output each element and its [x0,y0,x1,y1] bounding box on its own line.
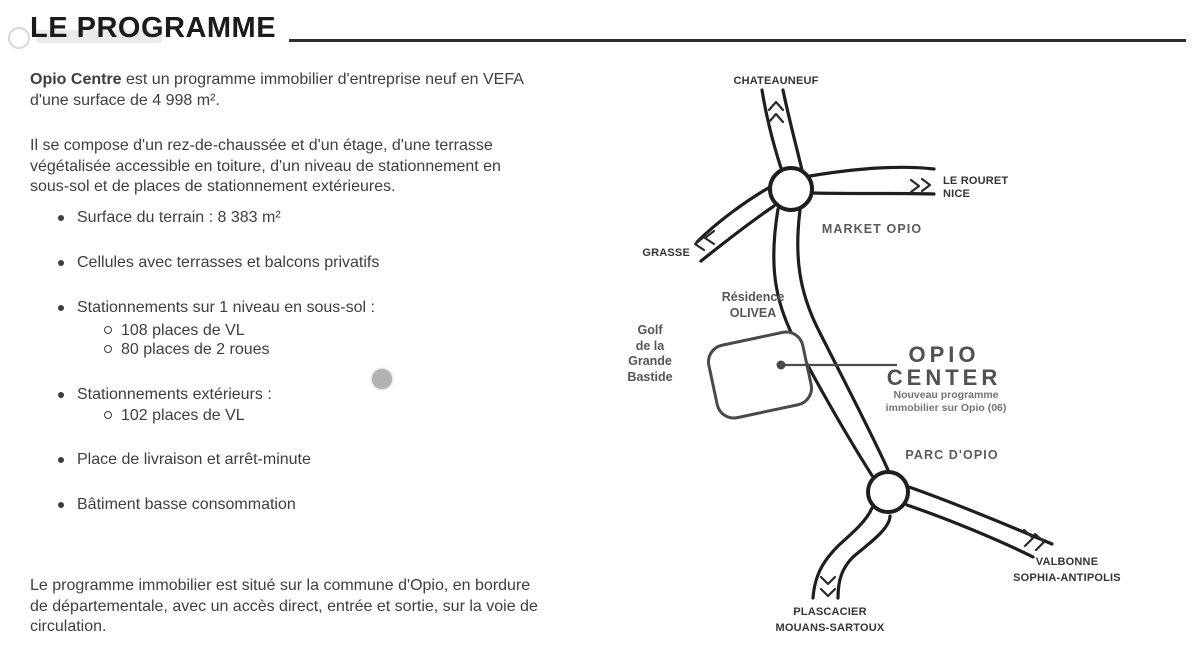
bullet-icon [58,305,64,311]
list-item [58,209,281,226]
map-label-residence-olivea [722,290,785,321]
bullet-text: Stationnements extérieurs : [77,386,272,403]
arrow-down-icon [821,577,835,584]
map-label-parc-dopio: PARC D'OPIO [905,448,999,462]
bullet-text: 108 places de VL [121,322,245,339]
opio-center-sub1: Nouveau programme [893,389,999,401]
bullet-text: 102 places de VL [121,407,245,424]
plascacier-line1: PLASCACIER [793,606,867,618]
residence-line2: OLIVEA [729,305,777,320]
road-rouret-top [810,167,934,176]
list-item [58,254,379,271]
opio-center-line2: CENTER [886,365,1002,390]
arrow-up-icon [769,114,783,122]
composition-line1: Il se compose d'un rez-de-chaussée et d'un étage, d'une terrasse [30,137,493,154]
road-chateauneuf-right [783,90,802,170]
list-item [58,496,296,513]
bullet-text: 80 places de 2 roues [121,341,270,358]
circle-bullet-icon [104,345,112,353]
arrow-right-icon [922,179,930,191]
map-label-plascacier [776,605,885,636]
opio-center-title [887,343,1001,389]
circle-bullet-icon [104,326,112,334]
arrow-down-icon [821,589,835,596]
closing-line2: de départementale, avec un accès direct, entrée et sortie, sur la voie de [30,597,538,615]
composition-line3: sous-sol et de places de stationnement extérieures. [30,178,396,195]
callout-dot [777,361,786,370]
closing-paragraph [30,576,610,638]
golf-line2: de la [635,338,665,353]
composition-line2: végétalisée accessible en toiture, d'un niveau de stationnement en [30,157,501,175]
composition-paragraph [30,136,610,198]
list-subitem [104,407,245,424]
map-label-nice: NICE [943,188,971,200]
roundabout-south [868,472,908,512]
intro-lead: Opio Centre [30,71,122,88]
bullet-icon [58,260,64,266]
bullet-icon [58,392,64,398]
closing-line3: circulation. [30,618,107,635]
valbonne-line2: SOPHIA-ANTIPOLIS [1013,571,1121,584]
road-rouret-bottom [812,193,934,194]
list-item [58,299,375,316]
map-label-golf [627,323,672,385]
arrow-right-icon [911,180,919,192]
bullet-icon [58,215,64,221]
bullet-icon [58,457,64,463]
map-label-le-rouret: LE ROURET [943,175,1009,187]
map-label-market-opio: MARKET OPIO [821,222,923,236]
intro-line2: d'une surface de 4 998 m². [30,91,220,109]
road-plascacier-left [813,508,872,598]
golf-line4: Bastide [627,369,673,384]
map-label-chateauneuf: CHATEAUNEUF [733,75,819,87]
intro-line1: est un programme immobilier d'entreprise neuf en VEFA [121,71,524,88]
bullet-text: Bâtiment basse consommation [77,496,296,513]
bullet-text: Surface du terrain : 8 383 m² [77,209,281,226]
plascacier-line2: MOUANS-SARTOUX [775,621,885,634]
roundabout-north [770,168,812,210]
circle-bullet-icon [104,411,112,419]
bullet-text: Stationnements sur 1 niveau en sous-sol : [77,299,375,316]
list-item [58,451,311,468]
road-plascacier-right [838,516,890,598]
opio-center-line1: OPIO [908,342,980,367]
page-title: LE PROGRAMME [30,12,277,44]
golf-line3: Grande [628,354,672,368]
list-subitem [104,341,270,358]
arrow-downright-icon [1035,534,1044,550]
map-label-valbonne [1013,555,1121,586]
road-valbonne-bottom [907,505,1033,557]
intro-paragraph [30,70,610,111]
road-chateauneuf-left [762,90,781,168]
title-rule [289,39,1186,42]
map-label-grasse: GRASSE [642,247,690,259]
opio-center-site-outline [705,329,814,421]
watermark-circle-icon [8,27,30,49]
bullet-text: Place de livraison et arrêt-minute [77,451,311,468]
access-map [600,60,1200,670]
residence-line1: Résidence [721,290,785,304]
valbonne-line1: VALBONNE [1035,556,1099,568]
list-item [58,386,272,403]
bullet-text: Cellules avec terrasses et balcons privatifs [77,254,380,271]
opio-center-subtitle [886,389,1007,414]
arrow-up-icon [769,102,783,110]
road-main-right [798,210,888,470]
bullet-icon [58,502,64,508]
opio-center-sub2: immobilier sur Opio (06) [885,401,1007,414]
decorative-dot [372,369,392,389]
list-subitem [104,322,245,339]
closing-line1: Le programme immobilier est situé sur la commune d'Opio, en bordure [30,577,531,594]
golf-line1: Golf [637,323,663,337]
